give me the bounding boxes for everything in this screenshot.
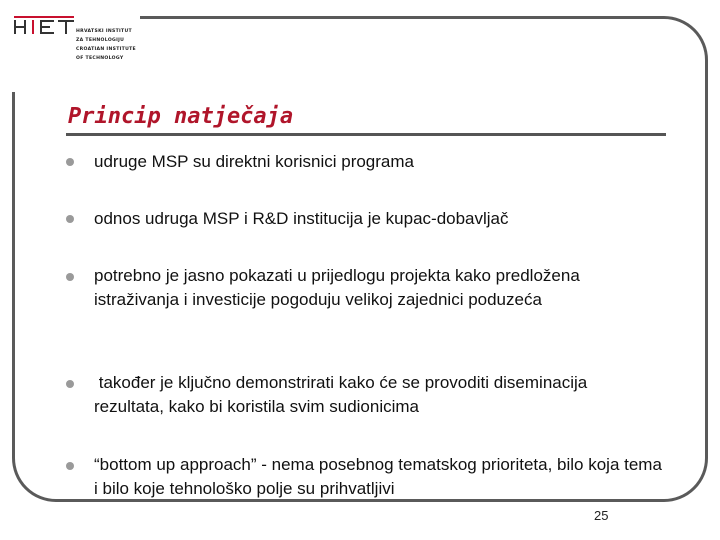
list-item: potrebno je jasno pokazati u prijedlogu projekta kako predložena istraživanja i investicije pogoduju velikoj zajednici poduzeća bbox=[94, 266, 580, 309]
logo-text bbox=[76, 27, 136, 63]
logo-line: OF TECHNOLOGY bbox=[76, 56, 124, 61]
list-item: udruge MSP su direktni korisnici programa bbox=[94, 152, 414, 171]
bullet-dot bbox=[66, 462, 74, 470]
bullet-dot bbox=[66, 215, 74, 223]
hit-logo-icon bbox=[14, 14, 74, 38]
list-item: “bottom up approach” - nema posebnog tematskog prioriteta, bilo koja tema i bilo koje tehnološko polje su prihvatljivi bbox=[94, 455, 662, 498]
logo-line: ZA TEHNOLOGIJU bbox=[76, 38, 125, 43]
logo-line: CROATIAN INSTITUTE bbox=[76, 47, 136, 52]
bullet-dot bbox=[66, 158, 74, 166]
slide-title: Princip natječaja bbox=[68, 104, 294, 129]
list-item: odnos udruga MSP i R&D institucija je kupac-dobavljač bbox=[94, 209, 509, 228]
list-item: također je ključno demonstrirati kako će se provoditi diseminacija rezultata, kako bi koristila svim sudionicima bbox=[94, 373, 592, 416]
bullet-dot bbox=[66, 380, 74, 388]
logo-area bbox=[0, 0, 140, 92]
logo-line: HRVATSKI INSTITUT bbox=[76, 29, 132, 34]
title-rule bbox=[66, 133, 666, 136]
bullet-dot bbox=[66, 273, 74, 281]
page-number: 25 bbox=[594, 508, 609, 523]
